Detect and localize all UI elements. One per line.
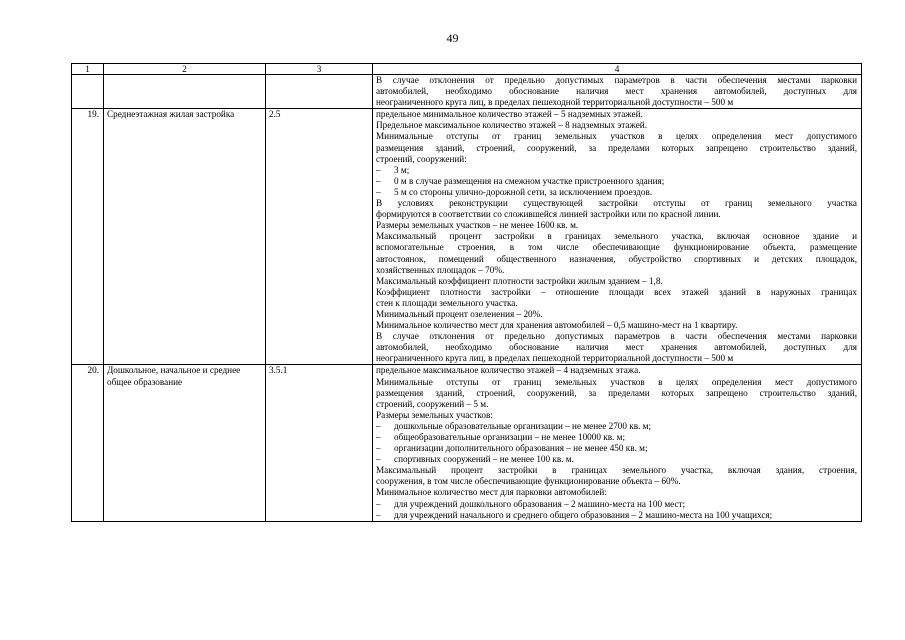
text-line: формируются в соответствии со сложившейся линией застройки или по красной линии. <box>376 209 721 220</box>
dash-bullet-icon: – <box>376 420 381 431</box>
bullet-line <box>376 454 857 465</box>
page-number: 49 <box>446 31 459 45</box>
dash-bullet-icon: – <box>376 186 381 197</box>
text-line: Коэффициент плотности застройки – отношение площади всех этажей зданий в наружных границах <box>376 286 857 297</box>
text-line: Минимальные отступы от границ земельных участков в целях определения мест допустимого <box>376 131 857 142</box>
text-line: Предельное максимальное количество этажей – 8 надземных этажей. <box>376 120 648 131</box>
parameters-text <box>373 365 862 521</box>
text-line: Размеры земельных участков: <box>376 409 493 420</box>
dash-bullet-icon: – <box>376 164 381 175</box>
parameters-text <box>373 109 862 365</box>
use-type-code: 2.5 <box>266 109 373 365</box>
column-header: 1 <box>72 64 104 75</box>
column-header: 3 <box>266 64 373 75</box>
row-number <box>72 75 104 109</box>
table-row <box>72 75 862 109</box>
text-line: Минимальное количество мест для парковки автомобилей: <box>376 487 607 498</box>
use-type-code <box>266 75 373 109</box>
bullet-text: организации дополнительного образования – не менее 450 кв. м; <box>394 443 648 454</box>
use-type-code: 3.5.1 <box>266 365 373 521</box>
bullet-text: дошкольные образовательные организации – не менее 2700 кв. м; <box>394 420 652 431</box>
text-line: предельное минимальное количество этажей – 5 надземных этажей. <box>376 109 643 120</box>
dash-bullet-icon: – <box>376 175 381 186</box>
text-line: предельное максимальное количество этажей – 4 надземных этажа. <box>376 365 641 376</box>
dash-bullet-icon: – <box>376 498 381 509</box>
text-line: хозяйственных площадок – 70%. <box>376 264 505 275</box>
text-line: строений, сооружений: <box>376 153 467 164</box>
bullet-text: общеобразовательные организации – не менее 10000 кв. м; <box>394 432 626 442</box>
row-number: 19. <box>72 109 104 365</box>
text-line: Максимальный процент застройки в границах земельного участка, включая основное здание и <box>376 231 857 242</box>
text-line: Минимальное количество мест для хранения автомобилей – 0,5 машино-мест на 1 квартиру. <box>376 320 738 331</box>
text-line: стен к площади земельного участка. <box>376 297 518 308</box>
bullet-text: 0 м в случае размещения на смежном участке пристроенного здания; <box>394 175 665 186</box>
table-header-row <box>72 64 862 75</box>
table-row <box>72 365 862 521</box>
text-line: Минимальный процент озеленения – 20%. <box>376 308 543 319</box>
bullet-line <box>376 510 857 521</box>
dash-bullet-icon: – <box>376 443 381 454</box>
text-line: сооружения, в том числе обеспечивающие функционирование объекта – 60%. <box>376 476 681 487</box>
table-row <box>72 109 862 365</box>
text-line: автомобилей, необходимо обоснование наличия мест хранения автомобилей, доступных для <box>376 342 857 353</box>
text-line: строений, сооружений – 5 м. <box>376 398 489 409</box>
text-line: Минимальные отступы от границ земельных участков в целях определения мест допустимого <box>376 376 857 387</box>
parameters-text <box>373 75 862 109</box>
bullet-text: 5 м со стороны улично-дорожной сети, за исключением проездов. <box>394 186 653 197</box>
dash-bullet-icon: – <box>376 454 381 465</box>
use-type-name: Дошкольное, начальное и среднее общее образование <box>104 365 266 521</box>
row-number: 20. <box>72 365 104 521</box>
bullet-line <box>376 187 857 198</box>
column-header: 2 <box>104 64 266 75</box>
dash-bullet-icon: – <box>376 432 381 442</box>
use-type-name: Среднеэтажная жилая застройка <box>104 109 266 365</box>
text-line: вспомогательные строения, в том числе обеспечивающие функционирование объекта, размещение <box>376 242 857 253</box>
text-line: В случае отклонения от предельно допустимых параметров в части обеспечения местами парковки <box>376 75 857 85</box>
text-line: Максимальный процент застройки в границах земельного участка, включая здания, строения, <box>376 465 857 476</box>
bullet-text: для учреждений дошкольного образования – 2 машино-места на 100 мест; <box>394 498 686 509</box>
text-line: размещения зданий, строений, сооружений, за пределами которых запрещено строительство зданий, <box>376 387 857 398</box>
bullet-text: 3 м; <box>394 164 410 175</box>
dash-bullet-icon: – <box>376 509 381 520</box>
text-line: неограниченного круга лиц, в пределах пешеходной территориальной доступности – 500 м <box>376 97 734 108</box>
text-line: Размеры земельных участков – не менее 1600 кв. м. <box>376 220 579 231</box>
text-line: автостоянок, помещений общественного назначения, обустройство спортивных и детских площадок, <box>376 253 857 264</box>
regulation-table <box>71 63 862 522</box>
bullet-line <box>376 443 857 454</box>
bullet-text: для учреждений начального и среднего общего образования – 2 машино-места на 100 учащихся; <box>394 509 773 520</box>
bullet-line <box>376 165 857 176</box>
column-header: 4 <box>373 64 862 75</box>
bullet-line <box>376 176 857 187</box>
text-line: Максимальный коэффициент плотности застройки жилым зданием – 1,8. <box>376 275 663 286</box>
bullet-line <box>376 421 857 432</box>
bullet-line <box>376 432 857 443</box>
use-type-name <box>104 75 266 109</box>
text-line: размещения зданий, строений, сооружений, за пределами которых запрещено строительство зданий, <box>376 142 857 153</box>
bullet-text: спортивных сооружений – не менее 100 кв. м. <box>394 454 574 465</box>
text-line: В условиях реконструкции существующей застройки отступы от границ земельного участка <box>376 198 857 209</box>
text-line: В случае отклонения от предельно допустимых параметров в части обеспечения местами парковки <box>376 331 857 342</box>
text-line: автомобилей, необходимо обоснование наличия мест хранения автомобилей, доступных для <box>376 86 857 97</box>
text-line: неограниченного круга лиц, в пределах пешеходной территориальной доступности – 500 м <box>376 353 734 364</box>
bullet-line <box>376 499 857 510</box>
